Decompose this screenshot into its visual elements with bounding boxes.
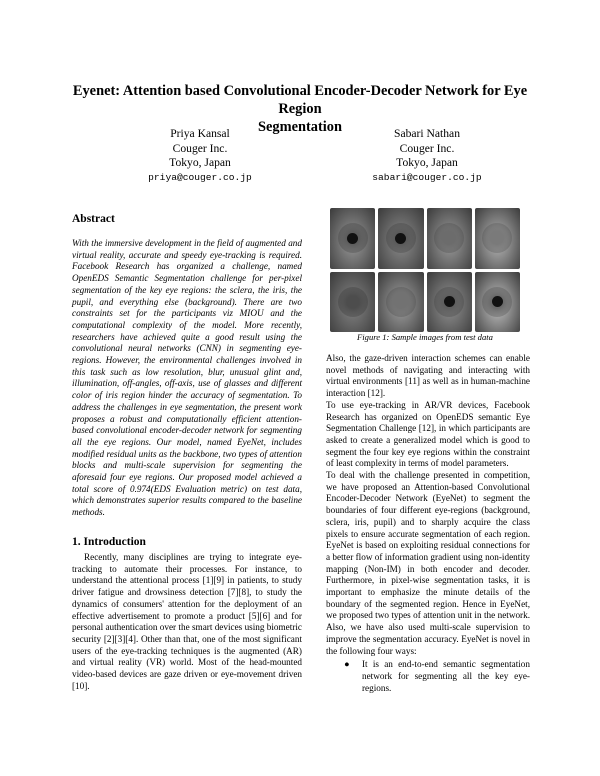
iris-shape	[482, 223, 512, 253]
eye-sample-image	[427, 272, 472, 333]
right-column-text	[326, 353, 530, 694]
author-location: Tokyo, Japan	[396, 156, 458, 170]
iris-shape	[434, 223, 464, 253]
author-block-1	[115, 127, 285, 185]
introduction-text: Recently, many disciplines are trying to integrate eye-tracking to automate their processes. For instance, to understand the attentional process [1][9] in patients, to study driver fatigue and drowsiness detection [7][8], to study the dynamics of consumers' attention for the deployment of an effective advertisement to promote a product [5][6] and for personal authentication over the smart devices using biometric security [2][3][4]. Other than that, one of the most significant users of the eye-tracking techniques is the augmented (AR) and virtual reality (VR) world. Most of the head-mounted video-based devices are gaze driven or eye-movement driven [10].	[72, 552, 302, 691]
figure-caption: Figure 1: Sample images from test data	[357, 332, 493, 342]
introduction-heading: 1. Introduction	[72, 536, 146, 548]
eye-sample-image	[427, 208, 472, 269]
eye-sample-image	[330, 272, 375, 333]
author-org: Couger Inc.	[172, 141, 228, 155]
bullet-icon: ●	[344, 659, 350, 670]
abstract-text: With the immersive development in the field of augmented and virtual reality, accurate and speedy eye-tracking is required. Facebook Research has organized a challenge, named OpenEDS Semantic Segmentation challenge for per-pixel segmentation of the key eye regions: the sclera, the iris, the pupil, and everything else (background). There are two constraints set for the participants viz MIOU and the computational complexity of the model. More recently, researchers have achieved quite a good result using the convolutional neural networks (CNN) in segmenting eye-regions. However, the environmental challenges involved in this task such as low resolution, blur, unusual glint and, illumination, off-angles, off-axis, use of glasses and different color of iris region hinder the accuracy of segmentation. To address the challenges in eye segmentation, the present work proposes a robust and computationally efficient attention-based convolutional encoder-decoder network for segmenting all the eye regions. Our model, named EyeNet, includes modified residual units as the backbone, two types of attention blocks and multi-scale supervision for segmenting the aforesaid four eye regions. Our proposed model achieved a total score of 0.974(EDS Evaluation metric) on test data, which demonstrates superior results compared to the baseline methods.	[72, 238, 302, 518]
pupil-shape	[444, 296, 455, 307]
title-line-2: Segmentation	[258, 119, 342, 135]
title-line-1: Eyenet: Attention based Convolutional Encoder-Decoder Network for Eye Region	[72, 83, 528, 117]
list-item	[326, 659, 530, 694]
list-item-text: It is an end-to-end semantic segmentation network for segmenting all the key eye-regions.	[362, 659, 530, 693]
author-location: Tokyo, Japan	[169, 156, 231, 170]
abstract-heading: Abstract	[72, 213, 115, 225]
author-email[interactable]: sabari@couger.co.jp	[372, 171, 482, 183]
iris-shape	[386, 287, 416, 317]
iris-shape	[338, 287, 368, 317]
eye-sample-image	[378, 272, 423, 333]
author-org: Couger Inc.	[399, 141, 455, 155]
eye-sample-image	[378, 208, 423, 269]
author-name: Priya Kansal	[170, 127, 230, 140]
pupil-shape	[347, 233, 358, 244]
paragraph: Also, the gaze-driven interaction schemes can enable novel methods of navigating and interacting with virtual environments [11] as well as in human-machine interaction [12].	[326, 353, 530, 399]
paragraph: To use eye-tracking in AR/VR devices, Facebook Research has organized on OpenEDS semantic Eye Segmentation Challenge [12], in which participants are asked to create a generalized model which is good to segment the four key eye regions within the constraint of least complexity in terms of model parameters.	[326, 399, 530, 469]
eye-sample-image	[330, 208, 375, 269]
eye-sample-image	[475, 272, 520, 333]
eye-sample-image	[475, 208, 520, 269]
paragraph: To deal with the challenge presented in competition, we have proposed an Attention-based Convolutional Encoder-Decoder Network (EyeNet) to segment the boundaries of four different eye-regions (background, sclera, iris, pupil) and to sharply acquire the class pixels to ensure accurate segmentation of each region. EyeNet is based on exploiting residual connections for a better flow of information gradient using non-identity mapping (Non-IM) in both encoder and decoder. Furthermore, in pixel-wise segmentation tasks, it is important to emphasize the minute details of the boundary of the segmented region. Hence in EyeNet, we proposed two types of attention unit in the network. Also, we have also used multi-scale supervision to improve the segmentation accuracy. EyeNet is novel in the following four ways:	[326, 470, 530, 656]
author-name: Sabari Nathan	[394, 127, 460, 140]
sample-images-figure	[330, 208, 520, 332]
author-email[interactable]: priya@couger.co.jp	[148, 171, 252, 183]
author-block-2	[342, 127, 512, 185]
